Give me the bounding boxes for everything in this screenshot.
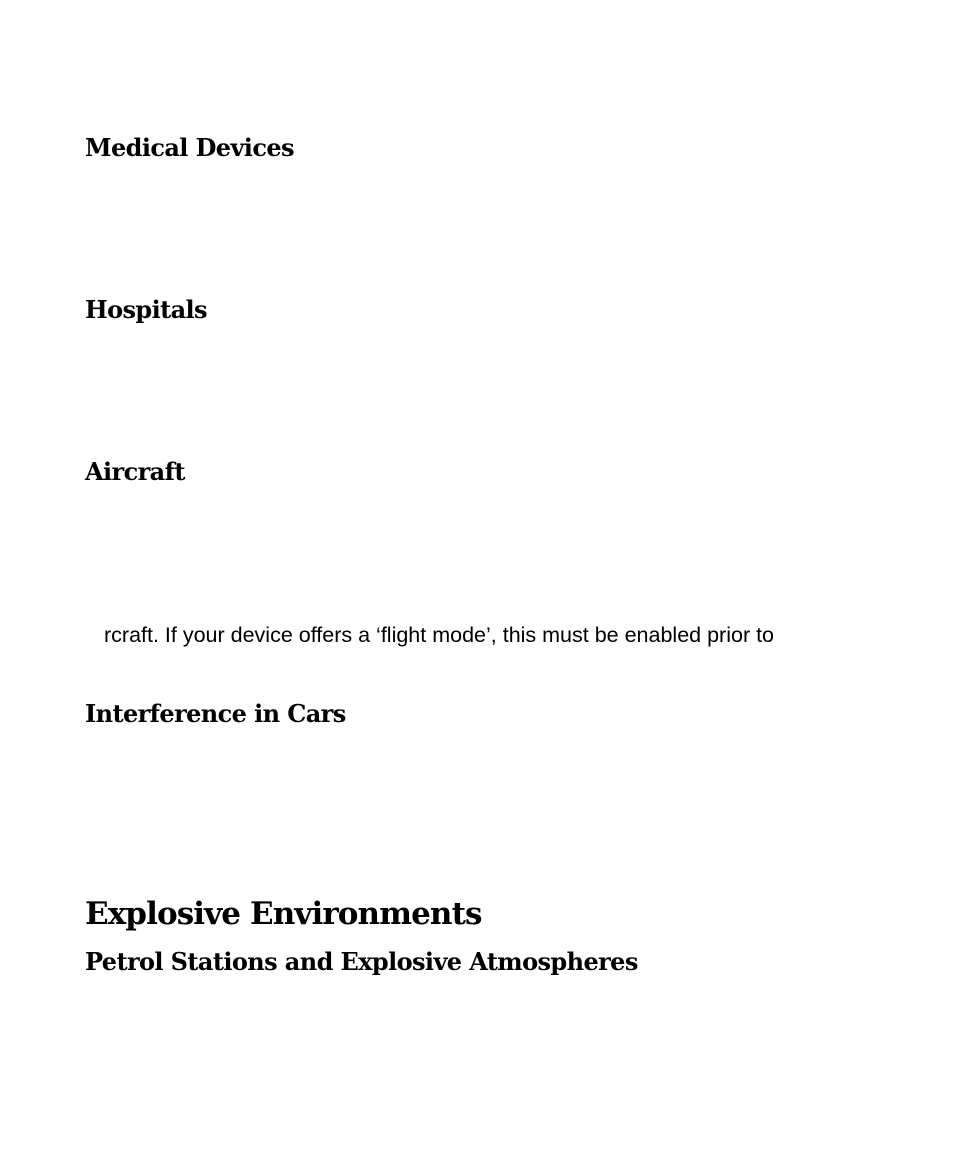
heading-explosive-environments: Explosive Environments <box>85 896 482 932</box>
heading-medical-devices: Medical Devices <box>85 133 294 162</box>
heading-hospitals: Hospitals <box>85 295 207 324</box>
heading-interference-in-cars: Interference in Cars <box>85 699 346 728</box>
heading-aircraft: Aircraft <box>85 457 185 486</box>
aircraft-body-text: rcraft. If your device offers a ‘flight mode’, this must be enabled prior to <box>104 623 775 647</box>
heading-petrol-stations: Petrol Stations and Explosive Atmospheres <box>85 947 638 976</box>
